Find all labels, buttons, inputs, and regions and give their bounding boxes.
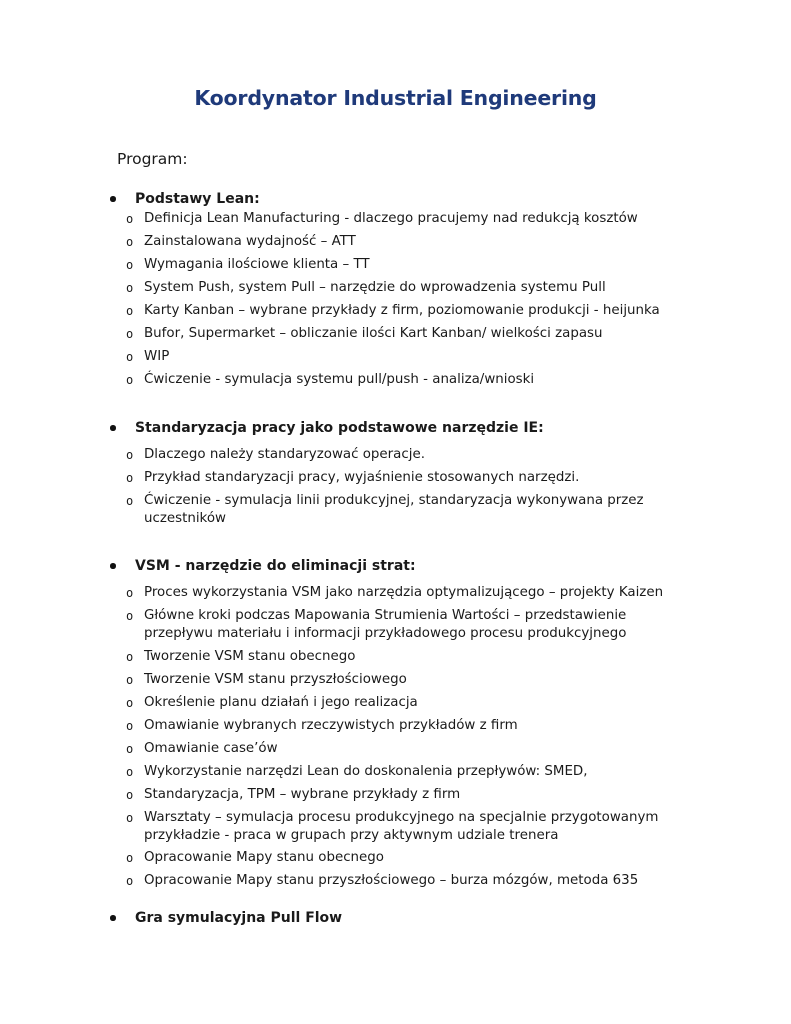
document-title: Koordynator Industrial Engineering — [194, 86, 597, 110]
list-item-text: Zainstalowana wydajność – ATT — [144, 234, 356, 249]
list-item-text: Dlaczego należy standaryzować operacje. — [144, 447, 425, 462]
item-bullet-icon: o — [126, 742, 134, 756]
section-title: Gra symulacyjna Pull Flow — [135, 910, 343, 926]
item-bullet-icon: o — [126, 586, 134, 600]
list-item-text: Określenie planu działań i jego realizacja — [144, 695, 418, 710]
item-bullet-icon: o — [126, 673, 134, 687]
section-bullet-icon — [110, 196, 116, 202]
list-item-text: Definicja Lean Manufacturing - dlaczego pracujemy nad redukcją kosztów — [144, 211, 638, 226]
list-item-text: Bufor, Supermarket – obliczanie ilości Kart Kanban/ wielkości zapasu — [144, 326, 603, 341]
item-bullet-icon: o — [126, 281, 134, 295]
section-bullet-icon — [110, 425, 116, 431]
list-item-text: Główne kroki podczas Mapowania Strumienia Wartości – przedstawienie przepływu materiału i informacji przykładowego procesu produkcyjnego — [144, 608, 627, 641]
list-item-text: WIP — [144, 349, 170, 364]
list-item-text: Standaryzacja, TPM – wybrane przykłady z firm — [144, 787, 461, 802]
item-bullet-icon: o — [126, 212, 134, 226]
section-title: Podstawy Lean: — [135, 191, 260, 207]
list-item-text: Tworzenie VSM stanu obecnego — [144, 649, 356, 664]
list-item-text: Warsztaty – symulacja procesu produkcyjnego na specjalnie przygotowanym przykładzie - praca w grupach przy aktywnym udziale trenera — [144, 810, 659, 843]
list-item-text: System Push, system Pull – narzędzie do wprowadzenia systemu Pull — [144, 280, 606, 295]
list-item-text: Opracowanie Mapy stanu obecnego — [144, 850, 384, 865]
item-bullet-icon: o — [126, 350, 134, 364]
item-bullet-icon: o — [126, 373, 134, 387]
list-item-text: Wymagania ilościowe klienta – TT — [144, 257, 370, 272]
list-item-text: Wykorzystanie narzędzi Lean do doskonalenia przepływów: SMED, — [144, 764, 588, 779]
item-bullet-icon: o — [126, 696, 134, 710]
item-bullet-icon: o — [126, 874, 134, 888]
item-bullet-icon: o — [126, 719, 134, 733]
list-item-text: Omawianie wybranych rzeczywistych przykładów z firm — [144, 718, 518, 733]
item-bullet-icon: o — [126, 448, 134, 462]
section-title: Standaryzacja pracy jako podstawowe narzędzie IE: — [135, 420, 544, 436]
item-bullet-icon: o — [126, 494, 134, 508]
item-bullet-icon: o — [126, 765, 134, 779]
section-bullet-icon — [110, 563, 116, 569]
item-bullet-icon: o — [126, 304, 134, 318]
program-label: Program: — [117, 150, 188, 168]
item-bullet-icon: o — [126, 650, 134, 664]
list-item-text: Ćwiczenie - symulacja linii produkcyjnej, standaryzacja wykonywana przez uczestników — [144, 493, 644, 526]
list-item-text: Tworzenie VSM stanu przyszłościowego — [144, 672, 407, 687]
section-title: VSM - narzędzie do eliminacji strat: — [135, 558, 416, 574]
item-bullet-icon: o — [126, 258, 134, 272]
item-bullet-icon: o — [126, 851, 134, 865]
item-bullet-icon: o — [126, 811, 134, 825]
item-bullet-icon: o — [126, 788, 134, 802]
item-bullet-icon: o — [126, 609, 134, 623]
item-bullet-icon: o — [126, 471, 134, 485]
item-bullet-icon: o — [126, 235, 134, 249]
list-item-text: Ćwiczenie - symulacja systemu pull/push - analiza/wnioski — [144, 372, 535, 387]
list-item-text: Karty Kanban – wybrane przykłady z firm, poziomowanie produkcji - heijunka — [144, 303, 660, 318]
list-item-text: Omawianie case’ów — [144, 741, 278, 756]
list-item-text: Proces wykorzystania VSM jako narzędzia optymalizującego – projekty Kaizen — [144, 585, 664, 600]
section-bullet-icon — [110, 915, 116, 921]
list-item-text: Opracowanie Mapy stanu przyszłościowego – burza mózgów, metoda 635 — [144, 873, 639, 888]
item-bullet-icon: o — [126, 327, 134, 341]
list-item-text: Przykład standaryzacji pracy, wyjaśnienie stosowanych narzędzi. — [144, 470, 580, 485]
